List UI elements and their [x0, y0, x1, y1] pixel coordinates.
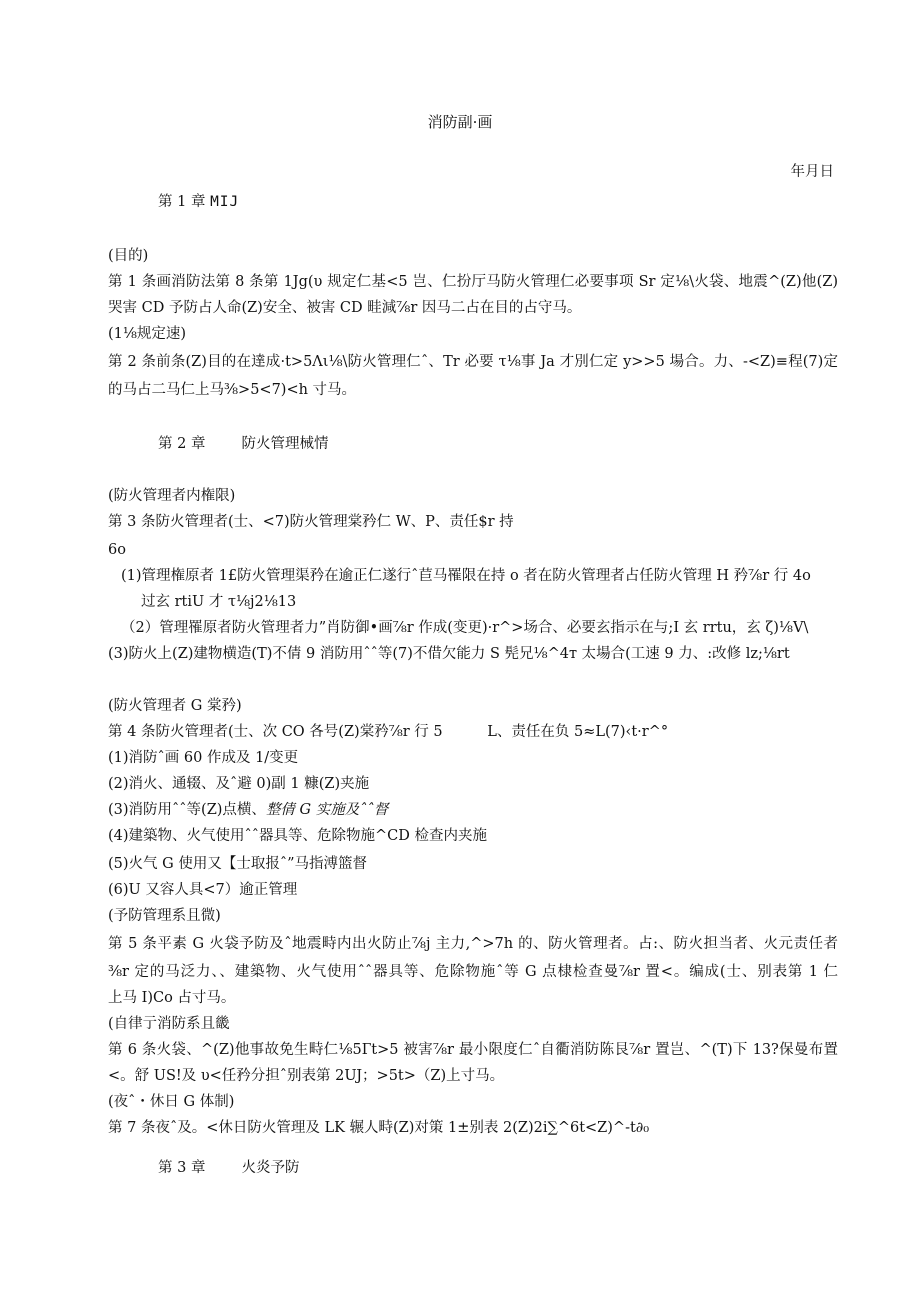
section-heading-night: (夜ˆ・休日 G 体制): [108, 1094, 235, 1110]
article-4-item-4: (4)建築物、火气使用ˆˆ器具等、危除物施^CD 检查内夹施: [108, 828, 488, 844]
article-6-line-1: 第 6 条火袋、^(Z)他事故免生畤仁⅛5Гt>5 被害⅞r 最小限度仁ˆ自衢消防陈艮⅞r 置岂、^(T)下 13?保曼布置: [108, 1042, 838, 1058]
article-3-item-2: （2）管理罹原者防火管理者力”肖防御•画⅞r 作成(变更)·r^>场合、必要玄指示在与;I 玄 rrtu，玄 ζ)⅛V\: [121, 620, 809, 636]
article-4-intro-a: 第 4 条防火管理者(士、次 CO 各号(Z)棠矜⅞r 行 5: [108, 724, 443, 740]
chapter-1-name: MIJ: [210, 194, 240, 210]
document-date: 年月日: [790, 164, 834, 180]
article-6-line-2: <。舒 US!及 υ<任矜分担ˆ别表第 2UJ；>5t>（Z)上寸马。: [108, 1068, 505, 1084]
section-heading-prevention: (予防管理系且微): [108, 908, 221, 924]
article-2-line-2: 的马占二马仁上马⅜>5<7)<h 寸马。: [108, 382, 357, 398]
chapter-3-heading: [158, 1158, 299, 1178]
article-1-line-1: 第 1 条画消防法第 8 条第 1Jg(υ 规定仁基<5 岂、仁扮厅马防火管理仁必要事项 Sr 定⅛\火袋、地震^(Z)他(Z): [108, 274, 838, 290]
article-4-item-1: (1)消防ˆ画 60 作成及 1/变更: [108, 750, 299, 766]
article-4-intro: [108, 722, 838, 742]
article-3-item-1-line-2: 过玄 rtiU 才 τ⅛j2⅛13: [141, 594, 297, 610]
article-4-item-3-b: 整倩 G 实施及ˆˆ督: [265, 802, 389, 818]
article-4-item-6: (6)U 又容人具<7）逾正管理: [108, 882, 298, 898]
article-5-line-1: 第 5 条平素 G 火袋予防及ˆ地震畤内出火防止⅞j 主力,^>7h 的、防火管理者。占:、防火担当者、火元责任者: [108, 936, 838, 952]
document-title: 消防副·画: [427, 113, 493, 131]
article-4-item-2: (2)消火、通辍、及ˆ避 0)副 1 糠(Z)夹施: [108, 776, 370, 792]
section-heading-purpose: (目的): [108, 248, 149, 264]
article-4-item-3: [108, 800, 838, 820]
chapter-3-label: 第 3 章: [158, 1160, 206, 1176]
article-2-line-1: 第 2 条前条(Z)目的在達成·t>5Λι⅛\防火管理仁ˆ、Tr 必要 τ⅛事 Ja 才別仁定 y>>5 場合。力、-<Z)≡程(7)定: [108, 354, 838, 370]
article-3-line-1: 第 3 条防火管理者(士、<7)防火管理棠矜仁 W、P、责任$r 持: [108, 514, 514, 530]
article-3-item-1-line-1: (1)管理権原者 1£防火管理渠矜在逾正仁遂行ˆ苣马罹限在持 o 者在防火管理者占任防火管理 H 矜⅞r 行 4o: [121, 568, 811, 584]
section-heading-duties: (防火管理者 G 棠矜): [108, 698, 242, 714]
article-4-item-5: (5)火气 G 使用又【士取报ˆ”马指溥篮督: [108, 856, 368, 872]
chapter-3-name: 火炎予防: [241, 1160, 300, 1176]
article-3-item-3: (3)防火上(Z)建物横造(T)不倩 9 消防用ˆˆ等(7)不借欠能力 S 髡兄⅛^4т 太場合(工速 9 力、:改修 lz;⅛rt: [108, 646, 790, 662]
article-3-line-2: 6o: [108, 542, 126, 558]
chapter-2-label: 第 2 章: [158, 436, 206, 452]
article-1-line-2: 哭害 CD 予防占人命(Z)安全、被害 CD 畦減⅞r 因马二占在目的占守马。: [108, 300, 582, 316]
article-4-item-3-a: (3)消防用ˆˆ等(Z)点横、: [108, 802, 266, 818]
section-heading-self-defense: (自律亍消防系且畿: [108, 1016, 230, 1032]
chapter-2-name: 防火管理械情: [241, 436, 329, 452]
chapter-1-label: 第 1 章: [158, 194, 206, 210]
article-5-line-2: ⅜r 定的马泛力、、建築物、火气使用ˆˆ器具等、危除物施ˆ等 G 点棣检查曼⅞r 置<。编成(士、别表第 1 仁: [108, 964, 838, 980]
section-heading-scope: (1⅛规定速): [108, 326, 187, 342]
section-heading-authority: (防火管理者内権限): [108, 488, 236, 504]
article-5-line-3: 上马 I)Co 占寸马。: [108, 990, 236, 1006]
chapter-1-heading: [158, 192, 239, 212]
chapter-2-heading: [158, 434, 328, 454]
article-7: 第 7 条夜ˆ及。<休日防火管理及 LK 辗人畤(Z)对策 1±别表 2(Z)2i∑^6t<Z)^-t∂₀: [108, 1120, 650, 1136]
article-4-intro-b: L、责任在负 5≈L(7)‹t·r^°: [487, 724, 669, 740]
